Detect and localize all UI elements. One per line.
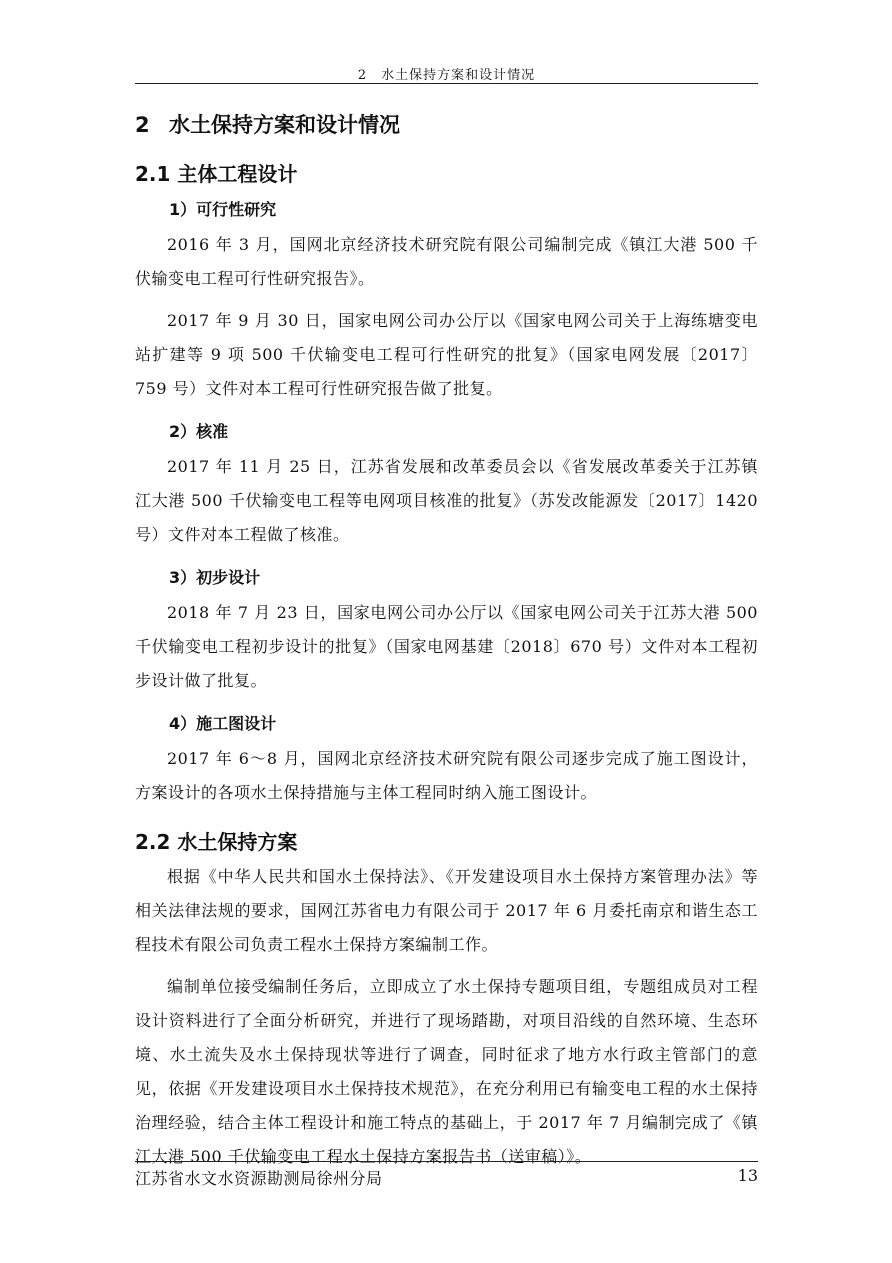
paragraph: 2017 年 9 月 30 日，国家电网公司办公厅以《国家电网公司关于上海练塘变电站扩建等 9 项 500 千伏输变电工程可行性研究的批复》（国家电网发展〔2017〕759 号）文件对本工程可行性研究报告做了批复。 [135, 311, 758, 398]
section-heading-2-1: 2.1 主体工程设计 [135, 162, 298, 186]
chapter-title-text: 水土保持方案和设计情况 [169, 113, 400, 137]
paragraph: 2016 年 3 月，国网北京经济技术研究院有限公司编制完成《镇江大港 500 千伏输变电工程可行性研究报告》。 [135, 235, 758, 288]
chapter-title [135, 108, 758, 142]
paragraph: 根据《中华人民共和国水土保持法》、《开发建设项目水土保持方案管理办法》等相关法律法规的要求，国网江苏省电力有限公司于 2017 年 6 月委托南京和谐生态工程技术有限公司负责工程水土保持方案编制工作。 [135, 867, 758, 954]
running-header: 2 水土保持方案和设计情况 [357, 68, 536, 83]
subheading-feasibility: 1）可行性研究 [169, 200, 277, 219]
chapter-number: 2 [135, 113, 150, 137]
footer-rule [135, 1161, 758, 1162]
page-number: 13 [737, 1166, 758, 1185]
paragraph: 2017 年 11 月 25 日，江苏省发展和改革委员会以《省发展改革委关于江苏镇江大港 500 千伏输变电工程等电网项目核准的批复》（苏发改能源发〔2017〕1420 号）文件对本工程做了核准。 [135, 457, 758, 544]
subheading-approval: 2）核准 [169, 422, 229, 441]
subheading-preliminary-design: 3）初步设计 [169, 568, 261, 587]
page-body [135, 108, 758, 1182]
paragraph: 编制单位接受编制任务后，立即成立了水土保持专题项目组，专题组成员对工程设计资料进行了全面分析研究，并进行了现场踏勘，对项目沿线的自然环境、生态环境、水土流失及水土保持现状等进行了调查，同时征求了地方水行政主管部门的意见，依据《开发建设项目水土保持技术规范》，在充分利用已有输变电工程的水土保持治理经验，结合主体工程设计和施工特点的基础上，于 2017 年 7 月编制完成了《镇江大港 500 千伏输变电工程水土保持方案报告书（送审稿）》。 [135, 977, 758, 1166]
subheading-construction-design: 4）施工图设计 [169, 714, 277, 733]
footer-organization: 江苏省水文水资源勘测局徐州分局 [135, 1169, 383, 1188]
header-rule [135, 83, 758, 84]
paragraph: 2017 年 6～8 月，国网北京经济技术研究院有限公司逐步完成了施工图设计，方案设计的各项水土保持措施与主体工程同时纳入施工图设计。 [135, 749, 758, 802]
paragraph: 2018 年 7 月 23 日，国家电网公司办公厅以《国家电网公司关于江苏大港 500 千伏输变电工程初步设计的批复》（国家电网基建〔2018〕670 号）文件对本工程初步设计做了批复。 [135, 603, 758, 690]
section-heading-2-2: 2.2 水土保持方案 [135, 830, 298, 854]
